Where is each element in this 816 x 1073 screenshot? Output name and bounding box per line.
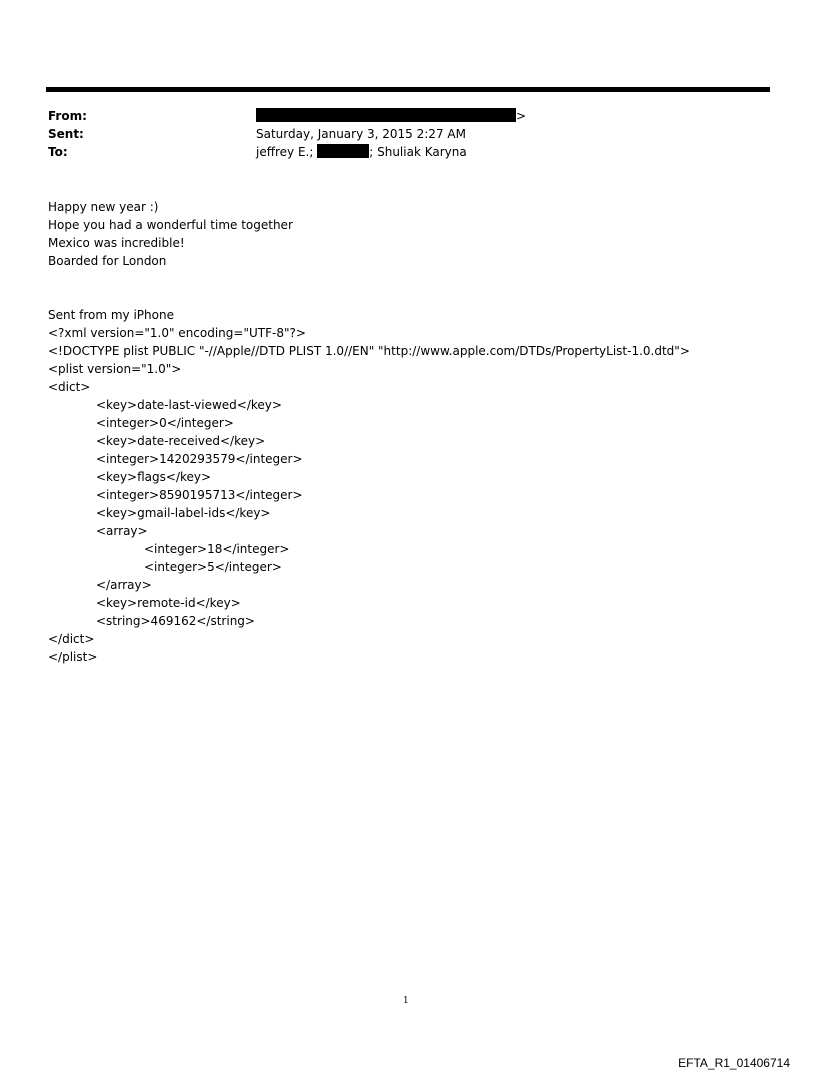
plist-close: </plist> bbox=[48, 650, 98, 664]
from-value bbox=[256, 107, 526, 125]
plist-dict-open: <dict> bbox=[48, 380, 91, 394]
sent-value: Saturday, January 3, 2015 2:27 AM bbox=[256, 127, 466, 141]
from-suffix: > bbox=[516, 109, 527, 123]
bates-number: EFTA_R1_01406714 bbox=[678, 1056, 790, 1070]
sent-label: Sent: bbox=[48, 127, 84, 141]
from-label: From: bbox=[48, 109, 87, 123]
plist-open: <plist version="1.0"> bbox=[48, 362, 182, 376]
message-line: Hope you had a wonderful time together bbox=[48, 218, 293, 232]
plist-entry: <string>469162</string> bbox=[96, 614, 255, 628]
plist-dict-close: </dict> bbox=[48, 632, 95, 646]
to-recipient-1: jeffrey E.; bbox=[256, 145, 314, 159]
plist-array-item: <integer>18</integer> bbox=[144, 542, 290, 556]
plist-entry: </array> bbox=[96, 578, 152, 592]
message-line: Mexico was incredible! bbox=[48, 236, 185, 250]
redaction-box bbox=[317, 144, 369, 158]
plist-entry: <key>date-last-viewed</key> bbox=[96, 398, 282, 412]
plist-entry: <integer>8590195713</integer> bbox=[96, 488, 303, 502]
plist-entry: <key>remote-id</key> bbox=[96, 596, 241, 610]
plist-entry: <array> bbox=[96, 524, 148, 538]
header-rule bbox=[46, 87, 770, 92]
plist-array-item: <integer>5</integer> bbox=[144, 560, 282, 574]
to-value bbox=[256, 143, 467, 161]
signature-line: Sent from my iPhone bbox=[48, 308, 174, 322]
message-line: Boarded for London bbox=[48, 254, 167, 268]
plist-entry: <integer>1420293579</integer> bbox=[96, 452, 303, 466]
message-line: Happy new year :) bbox=[48, 200, 159, 214]
email-body bbox=[48, 198, 690, 666]
page-number: 1 bbox=[403, 996, 409, 1006]
to-recipient-3: ; Shuliak Karyna bbox=[369, 145, 467, 159]
plist-entry: <integer>0</integer> bbox=[96, 416, 234, 430]
redaction-box bbox=[256, 108, 516, 122]
plist-entry: <key>flags</key> bbox=[96, 470, 212, 484]
plist-xml-decl: <?xml version="1.0" encoding="UTF-8"?> bbox=[48, 326, 306, 340]
plist-entry: <key>date-received</key> bbox=[96, 434, 266, 448]
plist-entry: <key>gmail-label-ids</key> bbox=[96, 506, 271, 520]
to-label: To: bbox=[48, 145, 68, 159]
plist-doctype: <!DOCTYPE plist PUBLIC "-//Apple//DTD PLIST 1.0//EN" "http://www.apple.com/DTDs/PropertyList-1.0.dtd"> bbox=[48, 344, 690, 358]
